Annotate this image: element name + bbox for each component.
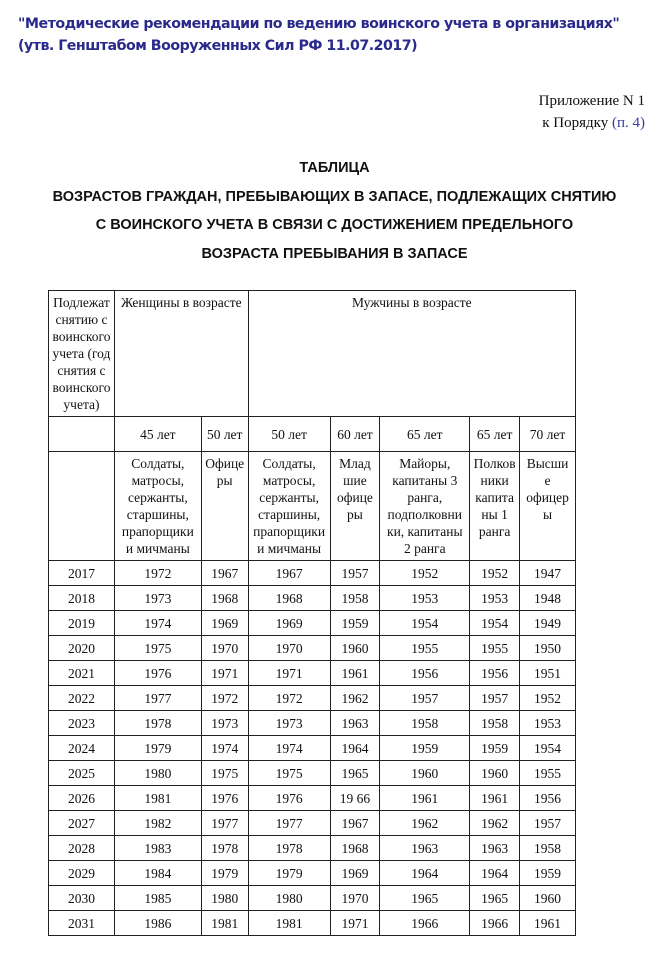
category-header: Офице ры bbox=[201, 452, 248, 561]
year-cell: 2027 bbox=[49, 811, 115, 836]
birth-year-cell: 1981 bbox=[114, 786, 201, 811]
year-column-header: Подлежат снятию с воинского учета (год снятия с воинского учета) bbox=[49, 291, 115, 417]
table-row bbox=[49, 686, 576, 711]
birth-year-cell: 1979 bbox=[201, 861, 248, 886]
age-header: 65 лет bbox=[380, 417, 470, 452]
birth-year-cell: 1964 bbox=[470, 861, 520, 886]
title-line: С ВОИНСКОГО УЧЕТА В СВЯЗИ С ДОСТИЖЕНИЕМ ПРЕДЕЛЬНОГО bbox=[95, 217, 574, 233]
birth-year-cell: 1967 bbox=[248, 561, 330, 586]
birth-year-cell: 1984 bbox=[114, 861, 201, 886]
paragraph-link[interactable]: (п. 4) bbox=[611, 115, 645, 131]
age-header: 70 лет bbox=[520, 417, 576, 452]
birth-year-cell: 1976 bbox=[114, 661, 201, 686]
birth-year-cell: 1977 bbox=[248, 811, 330, 836]
year-cell: 2024 bbox=[49, 736, 115, 761]
birth-year-cell: 1961 bbox=[470, 786, 520, 811]
birth-year-cell: 1970 bbox=[330, 886, 380, 911]
birth-year-cell: 1975 bbox=[114, 636, 201, 661]
birth-year-cell: 1956 bbox=[470, 661, 520, 686]
year-cell: 2030 bbox=[49, 886, 115, 911]
birth-year-cell: 1959 bbox=[380, 736, 470, 761]
title-line: ТАБЛИЦА bbox=[299, 160, 370, 176]
birth-year-cell: 1960 bbox=[380, 761, 470, 786]
year-cell: 2026 bbox=[49, 786, 115, 811]
birth-year-cell: 1956 bbox=[520, 786, 576, 811]
birth-year-cell: 1956 bbox=[380, 661, 470, 686]
empty-cell bbox=[49, 417, 115, 452]
birth-year-cell: 1966 bbox=[380, 911, 470, 936]
birth-year-cell: 1986 bbox=[114, 911, 201, 936]
birth-year-cell: 1968 bbox=[248, 586, 330, 611]
age-header: 60 лет bbox=[330, 417, 380, 452]
table-row bbox=[49, 761, 576, 786]
birth-year-cell: 1952 bbox=[520, 686, 576, 711]
table-row bbox=[49, 561, 576, 586]
appendix-number: Приложение N 1 bbox=[538, 93, 645, 109]
birth-year-cell: 1967 bbox=[201, 561, 248, 586]
year-cell: 2028 bbox=[49, 836, 115, 861]
birth-year-cell: 1961 bbox=[330, 661, 380, 686]
birth-year-cell: 1974 bbox=[248, 736, 330, 761]
birth-year-cell: 1957 bbox=[380, 686, 470, 711]
year-cell: 2022 bbox=[49, 686, 115, 711]
birth-year-cell: 1958 bbox=[520, 836, 576, 861]
birth-year-cell: 1972 bbox=[114, 561, 201, 586]
year-cell: 2020 bbox=[49, 636, 115, 661]
age-header: 65 лет bbox=[470, 417, 520, 452]
birth-year-cell: 1980 bbox=[201, 886, 248, 911]
birth-year-cell: 1980 bbox=[114, 761, 201, 786]
category-header: Солдаты, матросы, сержанты, старшины, прапорщики и мичманы bbox=[114, 452, 201, 561]
birth-year-cell: 1982 bbox=[114, 811, 201, 836]
age-header: 45 лет bbox=[114, 417, 201, 452]
birth-year-cell: 1979 bbox=[248, 861, 330, 886]
birth-year-cell: 1958 bbox=[470, 711, 520, 736]
table-row bbox=[49, 661, 576, 686]
table-title bbox=[0, 154, 669, 268]
table-row bbox=[49, 861, 576, 886]
birth-year-cell: 1978 bbox=[114, 711, 201, 736]
birth-year-cell: 1954 bbox=[470, 611, 520, 636]
birth-year-cell: 1971 bbox=[330, 911, 380, 936]
birth-year-cell: 1957 bbox=[470, 686, 520, 711]
birth-year-cell: 1949 bbox=[520, 611, 576, 636]
birth-year-cell: 1974 bbox=[201, 736, 248, 761]
birth-year-cell: 1957 bbox=[330, 561, 380, 586]
birth-year-cell: 1975 bbox=[201, 761, 248, 786]
birth-year-cell: 1953 bbox=[380, 586, 470, 611]
title-line: ВОЗРАСТОВ ГРАЖДАН, ПРЕБЫВАЮЩИХ В ЗАПАСЕ, ПОДЛЕЖАЩИХ СНЯТИЮ bbox=[52, 188, 617, 205]
order-label: к Порядку bbox=[542, 115, 612, 131]
birth-year-cell: 1974 bbox=[114, 611, 201, 636]
birth-year-cell: 1972 bbox=[248, 686, 330, 711]
birth-year-cell: 1959 bbox=[520, 861, 576, 886]
birth-year-cell: 1959 bbox=[330, 611, 380, 636]
women-header: Женщины в возрасте bbox=[114, 291, 248, 417]
birth-year-cell: 1960 bbox=[520, 886, 576, 911]
birth-year-cell: 1975 bbox=[248, 761, 330, 786]
birth-year-cell: 1961 bbox=[380, 786, 470, 811]
birth-year-cell: 1954 bbox=[380, 611, 470, 636]
men-header: Мужчины в возрасте bbox=[248, 291, 575, 417]
table-row bbox=[49, 636, 576, 661]
birth-year-cell: 1972 bbox=[201, 686, 248, 711]
age-header: 50 лет bbox=[248, 417, 330, 452]
table-row bbox=[49, 586, 576, 611]
year-cell: 2018 bbox=[49, 586, 115, 611]
birth-year-cell: 1980 bbox=[248, 886, 330, 911]
birth-year-cell: 1960 bbox=[470, 761, 520, 786]
category-header: Млад шие офице ры bbox=[330, 452, 380, 561]
birth-year-cell: 1962 bbox=[380, 811, 470, 836]
birth-year-cell: 1969 bbox=[330, 861, 380, 886]
year-cell: 2023 bbox=[49, 711, 115, 736]
document-title-link[interactable]: "Методические рекомендации по ведению воинского учета в организациях" (утв. Генштабом Вооруженных Сил РФ 11.07.2017) bbox=[18, 16, 620, 54]
year-cell: 2025 bbox=[49, 761, 115, 786]
birth-year-cell: 1965 bbox=[380, 886, 470, 911]
birth-year-cell: 1955 bbox=[380, 636, 470, 661]
table-row bbox=[49, 611, 576, 636]
birth-year-cell: 1953 bbox=[520, 711, 576, 736]
birth-year-cell: 1953 bbox=[470, 586, 520, 611]
birth-year-cell: 1948 bbox=[520, 586, 576, 611]
birth-year-cell: 1947 bbox=[520, 561, 576, 586]
birth-year-cell: 1973 bbox=[201, 711, 248, 736]
birth-year-cell: 1964 bbox=[330, 736, 380, 761]
birth-year-cell: 1966 bbox=[470, 911, 520, 936]
table-row bbox=[49, 911, 576, 936]
birth-year-cell: 1968 bbox=[201, 586, 248, 611]
category-header: Майоры, капитаны 3 ранга, подполковни ки, капитаны 2 ранга bbox=[380, 452, 470, 561]
birth-year-cell: 1965 bbox=[470, 886, 520, 911]
birth-year-cell: 1977 bbox=[114, 686, 201, 711]
birth-year-cell: 1958 bbox=[380, 711, 470, 736]
birth-year-cell: 1957 bbox=[520, 811, 576, 836]
birth-year-cell: 1985 bbox=[114, 886, 201, 911]
birth-year-cell: 1952 bbox=[470, 561, 520, 586]
empty-cell bbox=[49, 452, 115, 561]
birth-year-cell: 1963 bbox=[380, 836, 470, 861]
birth-year-cell: 1958 bbox=[330, 586, 380, 611]
birth-year-cell: 1976 bbox=[248, 786, 330, 811]
table-row bbox=[49, 711, 576, 736]
table-row bbox=[49, 886, 576, 911]
birth-year-cell: 1971 bbox=[201, 661, 248, 686]
table-row bbox=[49, 736, 576, 761]
birth-year-cell: 1954 bbox=[520, 736, 576, 761]
year-cell: 2031 bbox=[49, 911, 115, 936]
category-header: Полков ники капита ны 1 ранга bbox=[470, 452, 520, 561]
birth-year-cell: 19 66 bbox=[330, 786, 380, 811]
birth-year-cell: 1981 bbox=[201, 911, 248, 936]
category-header: Высши е офицер ы bbox=[520, 452, 576, 561]
birth-year-cell: 1973 bbox=[114, 586, 201, 611]
appendix-reference bbox=[539, 90, 645, 134]
category-header: Солдаты, матросы, сержанты, старшины, прапорщики и мичманы bbox=[248, 452, 330, 561]
age-table bbox=[48, 290, 576, 936]
birth-year-cell: 1969 bbox=[248, 611, 330, 636]
birth-year-cell: 1967 bbox=[330, 811, 380, 836]
birth-year-cell: 1970 bbox=[201, 636, 248, 661]
birth-year-cell: 1951 bbox=[520, 661, 576, 686]
birth-year-cell: 1973 bbox=[248, 711, 330, 736]
age-header: 50 лет bbox=[201, 417, 248, 452]
birth-year-cell: 1977 bbox=[201, 811, 248, 836]
birth-year-cell: 1955 bbox=[470, 636, 520, 661]
birth-year-cell: 1964 bbox=[380, 861, 470, 886]
birth-year-cell: 1959 bbox=[470, 736, 520, 761]
birth-year-cell: 1952 bbox=[380, 561, 470, 586]
birth-year-cell: 1971 bbox=[248, 661, 330, 686]
birth-year-cell: 1979 bbox=[114, 736, 201, 761]
birth-year-cell: 1960 bbox=[330, 636, 380, 661]
year-cell: 2021 bbox=[49, 661, 115, 686]
birth-year-cell: 1963 bbox=[330, 711, 380, 736]
birth-year-cell: 1968 bbox=[330, 836, 380, 861]
table-row bbox=[49, 836, 576, 861]
birth-year-cell: 1961 bbox=[520, 911, 576, 936]
appendix-order bbox=[539, 112, 645, 134]
table-row bbox=[49, 811, 576, 836]
birth-year-cell: 1965 bbox=[330, 761, 380, 786]
birth-year-cell: 1962 bbox=[330, 686, 380, 711]
year-cell: 2019 bbox=[49, 611, 115, 636]
birth-year-cell: 1963 bbox=[470, 836, 520, 861]
birth-year-cell: 1981 bbox=[248, 911, 330, 936]
birth-year-cell: 1950 bbox=[520, 636, 576, 661]
birth-year-cell: 1983 bbox=[114, 836, 201, 861]
birth-year-cell: 1976 bbox=[201, 786, 248, 811]
title-line: ВОЗРАСТА ПРЕБЫВАНИЯ В ЗАПАСЕ bbox=[201, 245, 468, 262]
table-row bbox=[49, 786, 576, 811]
birth-year-cell: 1955 bbox=[520, 761, 576, 786]
birth-year-cell: 1970 bbox=[248, 636, 330, 661]
birth-year-cell: 1978 bbox=[201, 836, 248, 861]
birth-year-cell: 1969 bbox=[201, 611, 248, 636]
year-cell: 2017 bbox=[49, 561, 115, 586]
birth-year-cell: 1962 bbox=[470, 811, 520, 836]
birth-year-cell: 1978 bbox=[248, 836, 330, 861]
year-cell: 2029 bbox=[49, 861, 115, 886]
